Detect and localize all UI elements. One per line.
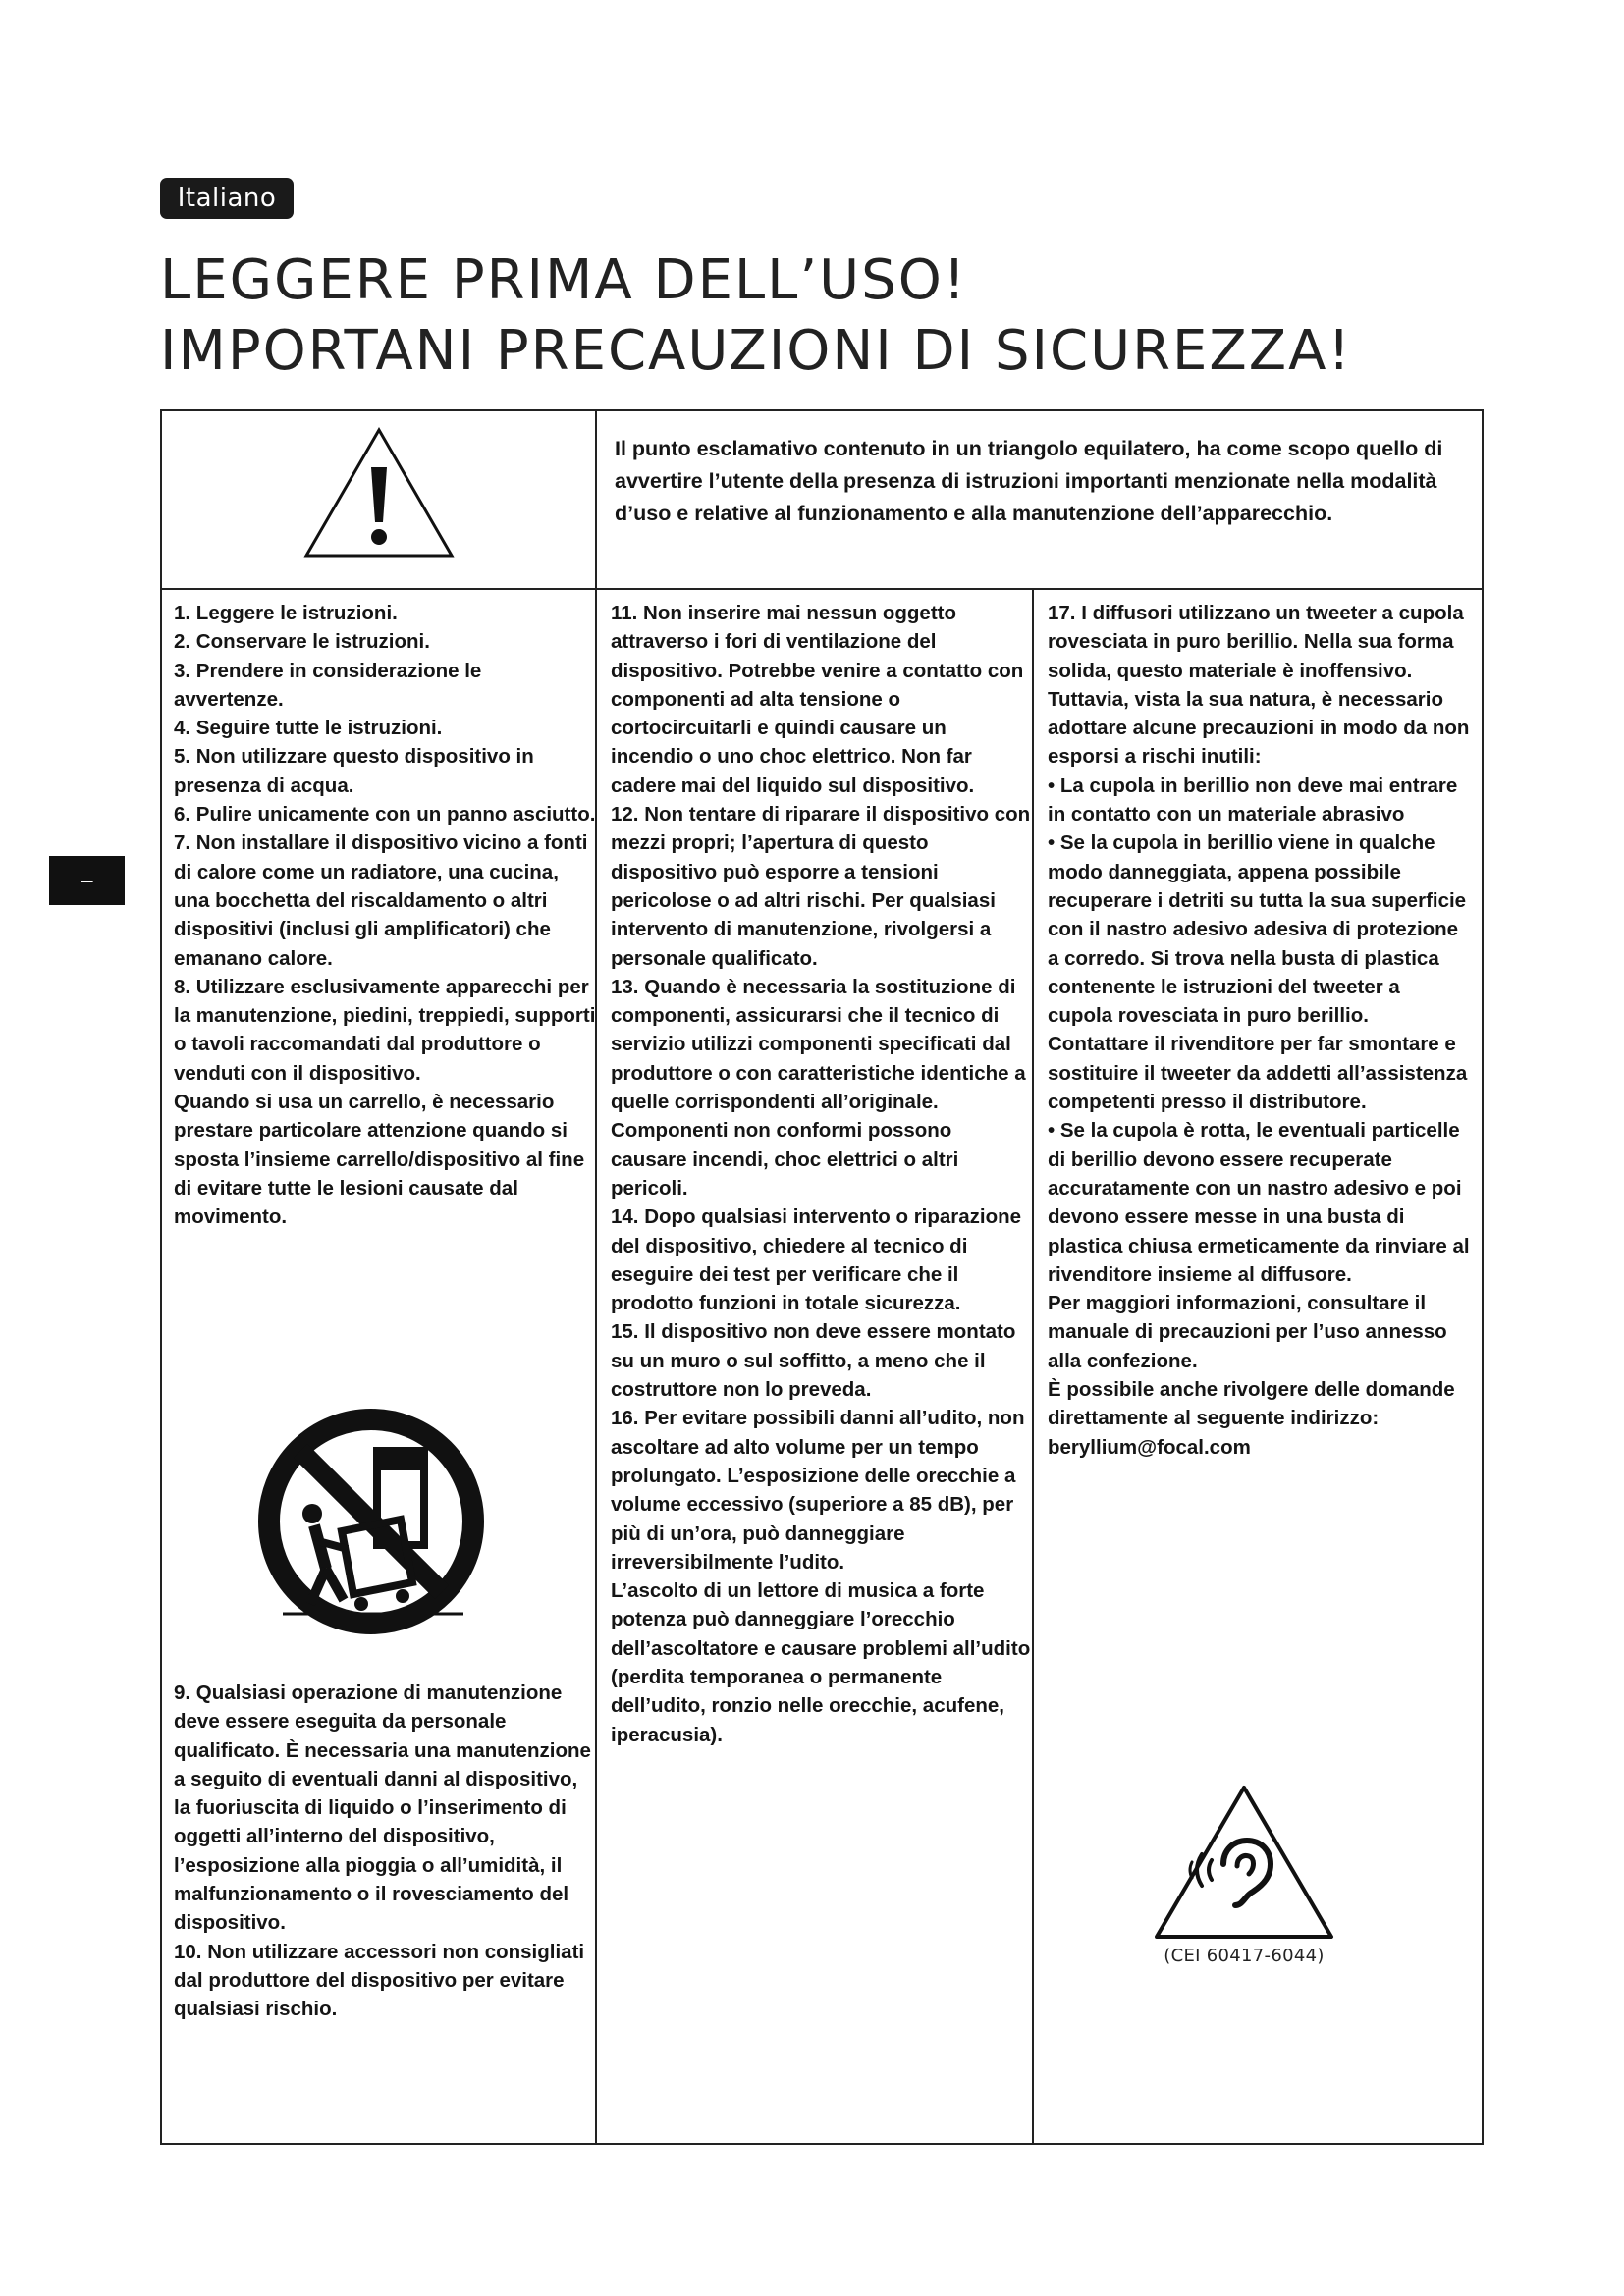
instructions-column-3	[1048, 599, 1470, 1462]
instructions-column-2	[611, 599, 1033, 1749]
cart-tip-over-icon	[253, 1404, 489, 1639]
hearing-damage-icon	[1151, 1782, 1337, 1944]
instruction-17-beryllium: 17. I diffusori utilizzano un tweeter a cupola rovesciata in puro berillio. Nella sua forma solida, questo materiale è inoffensivo. Tuttavia, vista la sua natura, è necessario adottare alcune precauzioni in modo da non esporsi a rischi inutili: • La cupola in berillio non deve mai entrare in contatto con un materiale abrasivo • Se la cupola in berillio viene in qualche modo danneggiata, appena possibile recuperare i detriti su tutta la sua superficie con il nastro adesivo adesiva di protezione a corredo. Si trova nella busta di plastica contenente le istruzioni del tweeter a cupola rovesciata in puro berillio. Contattare il rivenditore per far smontare e sostituire il tweeter da addetti all’assistenza competenti presso il distributore. • Se la cupola è rotta, le eventuali particelle di berillio devono essere recuperate accuratamente con un nastro adesivo e poi devono essere messe in una busta di plastica chiusa ermeticamente da rinviare al rivenditore insieme al diffusore. Per maggiori informazioni, consultare il manuale di precauzioni per l’uso annesso alla confezione. È possibile anche rivolgere delle domande direttamente al seguente indirizzo: beryllium@focal.com	[1048, 602, 1470, 1459]
warning-symbol-description: Il punto esclamativo contenuto in un triangolo equilatero, ha come scopo quello di avvertire l’utente della presenza di istruzioni importanti menzionate nella modalità d’uso e relative al funzionamento e alla manutenzione dell’apparecchio.	[615, 437, 1443, 525]
title-line-1: LEGGERE PRIMA DELL’USO!	[160, 248, 968, 312]
title-line-2: IMPORTANI PRECAUZIONI DI SICUREZZA!	[160, 319, 1352, 383]
warning-triangle-icon	[300, 424, 458, 561]
side-tab: –	[49, 856, 125, 905]
instructions-column-1-continued	[174, 1679, 596, 2024]
instructions-1-8: 1. Leggere le istruzioni. 2. Conservare le istruzioni. 3. Prendere in considerazione le avvertenze. 4. Seguire tutte le istruzioni. 5. Non utilizzare questo dispositivo in presenza di acqua. 6. Pulire unicamente con un panno asciutto. 7. Non installare il dispositivo vicino a fonti di calore come un radiatore, una cucina, una bocchetta del riscaldamento o altri dispositivi (inclusi gli amplificatori) che emanano calore. 8. Utilizzare esclusivamente apparecchi per la manutenzione, piedini, treppiedi, supporti o tavoli raccomandati dal produttore o venduti con il dispositivo. Quando si usa un carrello, è necessario prestare particolare attenzione quando si sposta l’insieme carrello/dispositivo al fine di evitare tutte le lesioni causate dal movimento.	[174, 602, 596, 1229]
instructions-11-16: 11. Non inserire mai nessun oggetto attraverso i fori di ventilazione del dispositivo. Potrebbe venire a contatto con componenti ad alta tensione o cortocircuitarli e quindi causare un incendio o uno choc elettrico. Non far cadere mai del liquido sul dispositivo. 12. Non tentare di riparare il dispositivo con mezzi propri; l’apertura di questo dispositivo può esporre a tensioni pericolose o ad altri rischi. Per qualsiasi intervento di manutenzione, rivolgersi a personale qualificato. 13. Quando è necessaria la sostituzione di componenti, assicurarsi che il tecnico di servizio utilizzi componenti specificati dal produttore o con caratteristiche identiche a quelle corrispondenti all’originale. Componenti non conformi possono causare incendi, choc elettrici o altri pericoli. 14. Dopo qualsiasi intervento o riparazione del dispositivo, chiedere al tecnico di eseguire dei test per verificare che il prodotto funzioni in totale sicurezza. 15. Il dispositivo non deve essere montato su un muro o sul soffitto, a meno che il costruttore non lo preveda. 16. Per evitare possibili danni all’udito, non ascoltare ad alto volume per un tempo prolungato. L’esposizione delle orecchie a volume eccessivo (superiore a 85 dB), per più di un’ora, può danneggiare irreversibilmente l’udito. L’ascolto di un lettore di musica a forte potenza può danneggiare l’orecchio dell’ascoltatore e causare problemi all’udito (perdita temporanea o permanente dell’udito, ronzio nelle orecchie, acufene, iperacusia).	[611, 602, 1031, 1746]
table-row-divider	[160, 588, 1484, 590]
language-badge: Italiano	[160, 178, 294, 219]
page-title	[160, 245, 1352, 387]
cei-standard-label: (CEI 60417-6044)	[1164, 1946, 1325, 1966]
instructions-column-1	[174, 599, 596, 1232]
instructions-9-10: 9. Qualsiasi operazione di manutenzione deve essere eseguita da personale qualificato. È necessaria una manutenzione a seguito di eventuali danni al dispositivo, la fuoriuscita di liquido o l’inserimento di oggetti all’interno del dispositivo, l’esposizione alla pioggia o all’umidità, il malfunzionamento o il rovesciamento del dispositivo. 10. Non utilizzare accessori non consigliati dal produttore del dispositivo per evitare qualsiasi rischio.	[174, 1682, 591, 2021]
